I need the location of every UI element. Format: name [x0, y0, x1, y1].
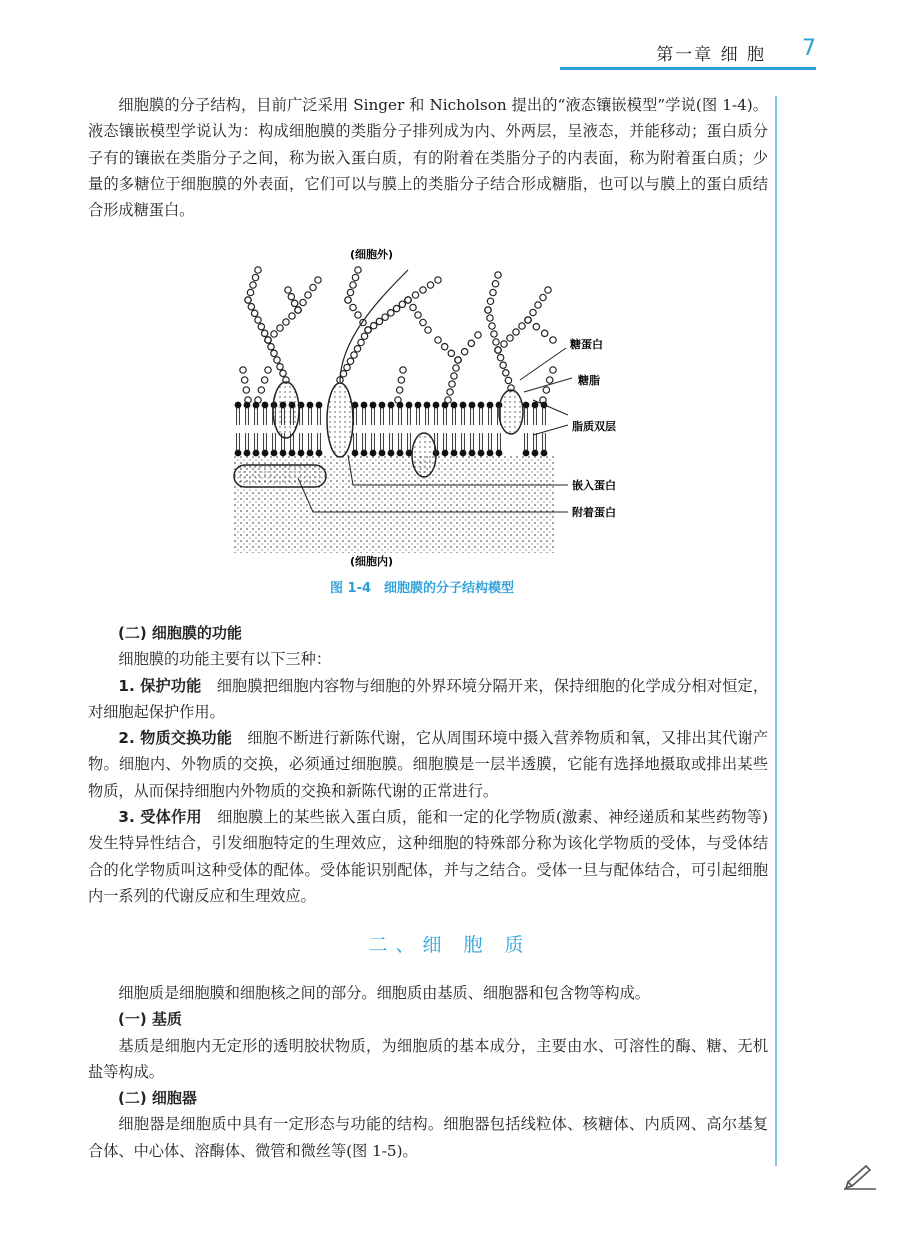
chapter-title: 第一章 细 胞: [656, 45, 766, 65]
header-rule: [560, 67, 816, 70]
membrane-figure: [228, 240, 648, 570]
margin-rule: [775, 96, 777, 1166]
function-item: [88, 725, 768, 804]
surface-protein: [273, 382, 299, 438]
label-lipid-bilayer: 脂质双层: [572, 420, 616, 433]
function-item-text: 细胞不断进行新陈代谢，它从周围环境中摄入营养物质和氧，又排出其代谢产物。细胞内、外物质的交换，必须通过细胞膜。细胞膜是一层半透膜，它能有选择地摄取或排出某些物质，从而保持细胞内外物质的交换和新陈代谢的正常进行。: [88, 729, 769, 800]
figure-caption: 图 1-4 细胞膜的分子结构模型: [330, 581, 515, 596]
inside-label: (细胞内): [350, 555, 394, 568]
intro-paragraph: 细胞膜的分子结构，目前广泛采用 Singer 和 Nicholson 提出的“液态镶嵌模型”学说(图 1-4)。液态镶嵌模型学说认为：构成细胞膜的类脂分子排列成为内、外两层，呈液态，并能移动；蛋白质分子有的镶嵌在类脂分子之间，称为嵌入蛋白质，有的附着在类脂分子的内表面，称为附着蛋白质；少量的多糖位于细胞膜的外表面，它们可以与膜上的类脂分子结合形成糖脂，也可以与膜上的蛋白质结合形成糖蛋白。: [88, 96, 768, 220]
function-item-text: 细胞膜上的某些嵌入蛋白质，能和一定的化学物质(激素、神经递质和某些药物等)发生特异性结合，引发细胞特定的生理效应，这种细胞的特殊部分称为该化学物质的受体，与受体结合的化学物质叫这种受体的配体。受体能识别配体，并与之结合。受体一旦与配体结合，可引起细胞内一系列的代谢反应和生理效应。: [88, 808, 768, 905]
outside-label: (细胞外): [350, 248, 394, 261]
label-attached-protein: 附着蛋白: [572, 506, 616, 519]
section-title: 二、细 胞 质: [368, 934, 532, 956]
membrane-function-heading: (二) 细胞膜的功能: [118, 624, 242, 642]
cytoplasm-block: [88, 980, 768, 1164]
inner-protein: [412, 433, 436, 477]
membrane-function-block: [88, 620, 768, 909]
membrane-function-intro: 细胞膜的功能主要有以下三种：: [118, 650, 332, 669]
function-item-title: 1. 保护功能: [118, 676, 202, 695]
organelle-text: 细胞器是细胞质中具有一定形态与功能的结构。细胞器包括线粒体、核糖体、内质网、高尔基复合体、中心体、溶酶体、微管和微丝等(图 1-5)。: [88, 1115, 768, 1160]
function-item-text: 细胞膜把细胞内容物与细胞的外界环境分隔开来，保持细胞的化学成分相对恒定，对细胞起保护作用。: [88, 676, 769, 721]
function-item: [88, 804, 768, 909]
matrix-text: 基质是细胞内无定形的透明胶状物质，为细胞质的基本成分，主要由水、可溶性的酶、糖、无机盐等构成。: [88, 1036, 768, 1081]
function-item-title: 3. 受体作用: [118, 808, 202, 827]
embedded-protein: [327, 383, 353, 457]
label-embedded-protein: 嵌入蛋白: [572, 479, 616, 492]
page-number: 7: [802, 36, 816, 61]
matrix-heading: (一) 基质: [118, 1010, 182, 1029]
function-item-title: 2. 物质交换功能: [118, 729, 233, 748]
cytoplasm-intro: 细胞质是细胞膜和细胞核之间的部分。细胞质由基质、细胞器和包含物等构成。: [118, 984, 650, 1002]
attached-protein: [234, 465, 326, 487]
label-glycoprotein: 糖蛋白: [570, 338, 603, 351]
intro-paragraph-block: [88, 92, 768, 223]
organelle-heading: (二) 细胞器: [118, 1089, 197, 1108]
function-item: [88, 673, 768, 726]
label-glycolipid: 糖脂: [578, 374, 600, 387]
page-header: [560, 36, 816, 66]
glycoprotein: [499, 390, 523, 434]
pen-icon: [842, 1162, 878, 1190]
